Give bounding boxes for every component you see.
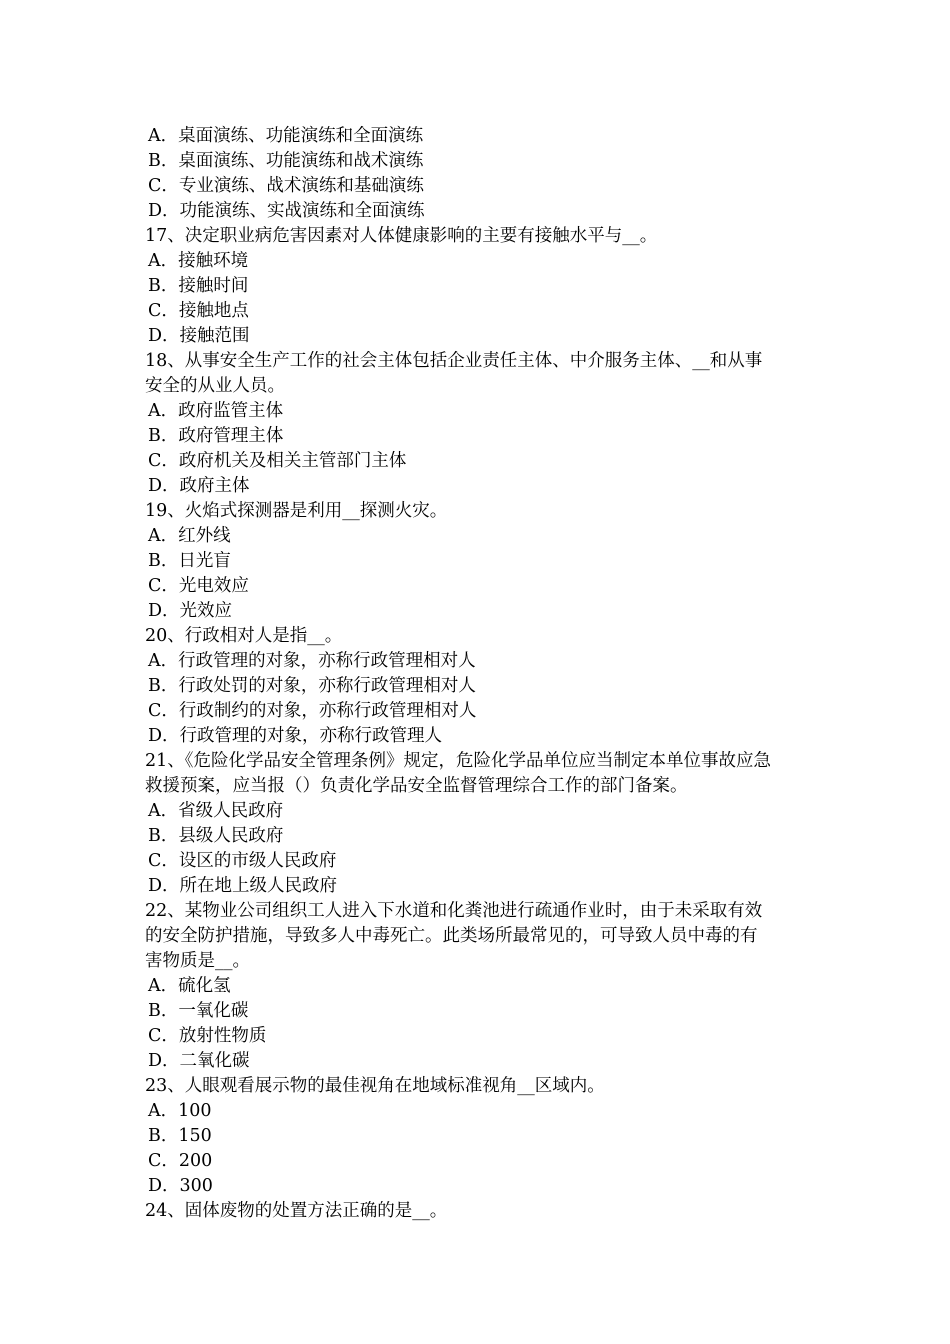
question-text-line: 22、某物业公司组织工人进入下水道和化粪池进行疏通作业时，由于未采取有效 — [145, 901, 763, 921]
question-text-line: 18、从事安全生产工作的社会主体包括企业责任主体、中介服务主体、__和从事 — [145, 351, 763, 371]
answer-option-line: D．接触范围 — [148, 326, 250, 346]
answer-option-line: B．县级人民政府 — [148, 826, 284, 846]
answer-option-line: C．行政制约的对象，亦称行政管理相对人 — [148, 701, 477, 721]
answer-option-line: B．150 — [148, 1126, 212, 1146]
answer-option-line: D．所在地上级人民政府 — [148, 876, 338, 896]
answer-option-line: A．政府监管主体 — [148, 401, 284, 421]
answer-option-line: A．省级人民政府 — [148, 801, 284, 821]
answer-option-line: C．接触地点 — [148, 301, 249, 321]
answer-option-line: A．行政管理的对象，亦称行政管理相对人 — [148, 651, 476, 671]
answer-option-line: B．行政处罚的对象，亦称行政管理相对人 — [148, 676, 476, 696]
question-text-line: 安全的从业人员。 — [145, 376, 285, 396]
answer-option-line: C．设区的市级人民政府 — [148, 851, 337, 871]
answer-option-line: A．100 — [148, 1101, 212, 1121]
answer-option-line: C．200 — [148, 1151, 213, 1171]
answer-option-line: A．桌面演练、功能演练和全面演练 — [148, 126, 424, 146]
question-text-line: 的安全防护措施，导致多人中毒死亡。此类场所最常见的，可导致人员中毒的有 — [145, 926, 758, 946]
question-text-line: 24、固体废物的处置方法正确的是__。 — [145, 1201, 448, 1221]
answer-option-line: D．行政管理的对象，亦称行政管理人 — [148, 726, 443, 746]
answer-option-line: B．日光盲 — [148, 551, 231, 571]
question-text-line: 23、人眼观看展示物的最佳视角在地域标准视角__区域内。 — [145, 1076, 605, 1096]
question-text-line: 救援预案，应当报（）负责化学品安全监督管理综合工作的部门备案。 — [145, 776, 688, 796]
answer-option-line: D．光效应 — [148, 601, 233, 621]
question-text-line: 17、决定职业病危害因素对人体健康影响的主要有接触水平与__。 — [145, 226, 658, 246]
answer-option-line: B．一氧化碳 — [148, 1001, 249, 1021]
answer-option-line: C．光电效应 — [148, 576, 249, 596]
question-text-line: 19、火焰式探测器是利用__探测火灾。 — [145, 501, 448, 521]
answer-option-line: B．接触时间 — [148, 276, 249, 296]
answer-option-line: A．红外线 — [148, 526, 231, 546]
answer-option-line: A．接触环境 — [148, 251, 249, 271]
answer-option-line: B．政府管理主体 — [148, 426, 284, 446]
question-text-line: 害物质是__。 — [145, 951, 250, 971]
question-text-line: 20、行政相对人是指__。 — [145, 626, 343, 646]
answer-option-line: A．硫化氢 — [148, 976, 231, 996]
answer-option-line: C．放射性物质 — [148, 1026, 267, 1046]
answer-option-line: B．桌面演练、功能演练和战术演练 — [148, 151, 424, 171]
answer-option-line: C．政府机关及相关主管部门主体 — [148, 451, 407, 471]
answer-option-line: D．功能演练、实战演练和全面演练 — [148, 201, 425, 221]
answer-option-line: D．二氧化碳 — [148, 1051, 250, 1071]
answer-option-line: D．300 — [148, 1176, 213, 1196]
document-body — [145, 124, 812, 1224]
question-text-line: 21、《危险化学品安全管理条例》规定，危险化学品单位应当制定本单位事故应急 — [145, 751, 772, 771]
answer-option-line: C．专业演练、战术演练和基础演练 — [148, 176, 424, 196]
answer-option-line: D．政府主体 — [148, 476, 250, 496]
